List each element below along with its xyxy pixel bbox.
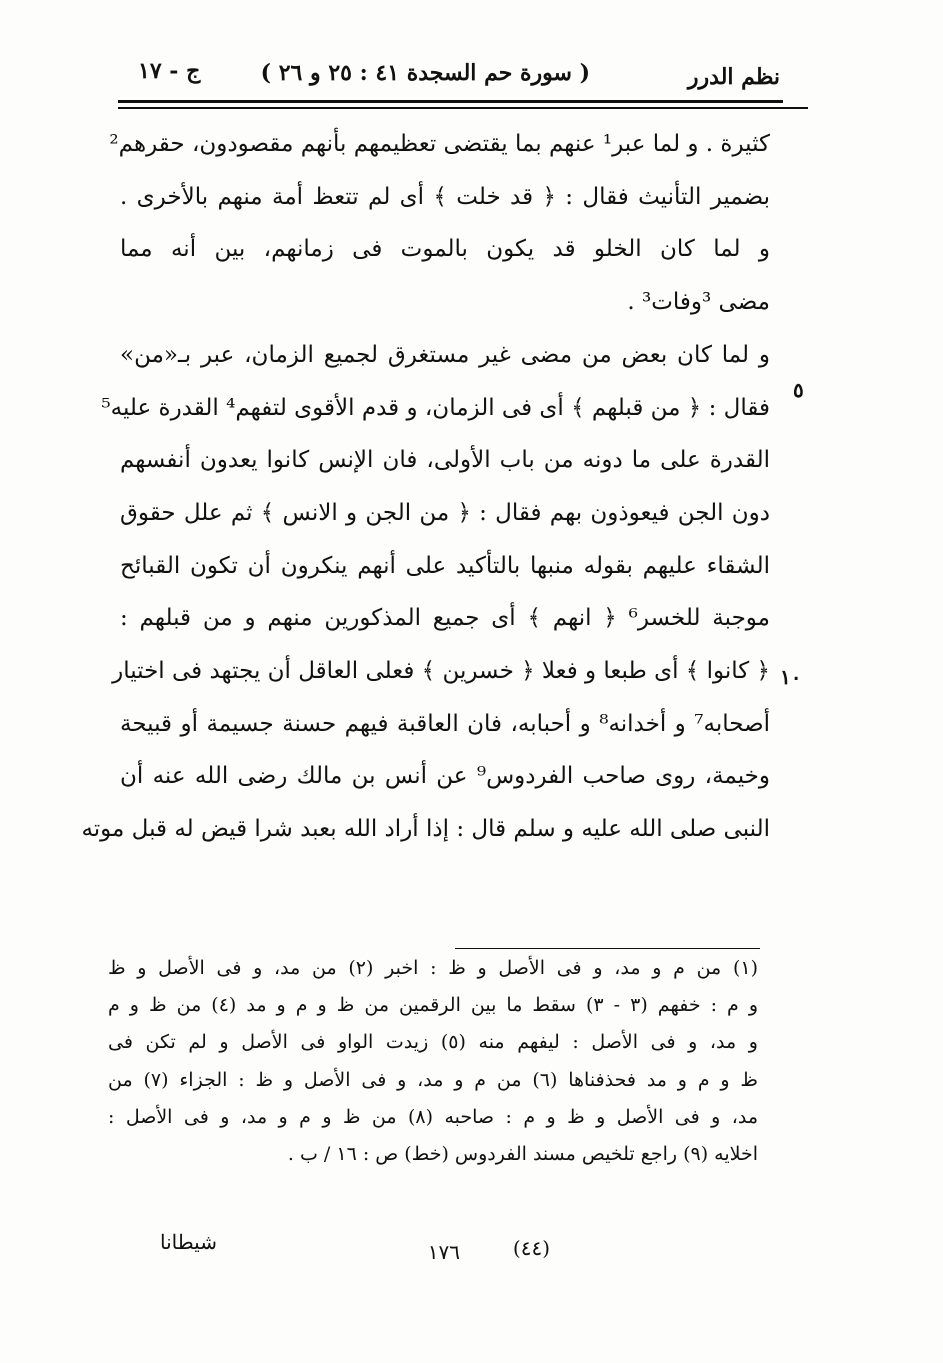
book-title: نظم الدرر xyxy=(687,64,780,90)
text-line: القدرة على ما دونه من باب الأولى، فان الإنس كانوا يعدون أنفسهم xyxy=(120,447,770,474)
page-footer xyxy=(160,1230,760,1270)
running-header xyxy=(120,56,780,96)
surah-reference: ( سورة حم السجدة ٤١ : ٢٥ و ٢٦ ) xyxy=(260,60,590,86)
header-rule-thin xyxy=(118,107,808,109)
text-line: بضمير التأنيث فقال : ﴿ قد خلت ﴾ أى لم تتعظ أمة منهم بالأخرى . xyxy=(120,183,770,210)
text-line: فقال : ﴿ من قبلهم ﴾ أى فى الزمان، و قدم الأقوى لتفهم⁴ القدرة عليه⁵ xyxy=(101,394,770,421)
text-line: الشقاء عليهم بقوله منبها بالتأكيد على أنهم ينكرون أن تكون القبائح xyxy=(120,552,770,579)
main-text xyxy=(81,118,770,856)
catchword: شيطانا xyxy=(160,1230,217,1254)
text-line: دون الجن فيعوذون بهم فقال : ﴿ من الجن و الانس ﴾ ثم علل حقوق xyxy=(120,499,770,526)
volume-label: ج - ١٧ xyxy=(138,58,201,84)
text-line: كثيرة . و لما عبر¹ عنهم بما يقتضى تعظيمهم بأنهم مقصودون، حقرهم² xyxy=(109,131,770,157)
line-number-10: ١٠ xyxy=(780,665,802,689)
footnote-line: (١) من م و مد، و فى الأصل و ظ : اخبر (٢) من مد، و فى الأصل و ظ xyxy=(108,957,758,979)
footnote-rule xyxy=(455,948,760,949)
signature-mark: (٤٤) xyxy=(512,1236,550,1260)
footnotes xyxy=(108,950,758,1173)
text-line: و لما كان الخلو قد يكون بالموت فى زمانهم، بين أنه مما xyxy=(120,236,770,263)
text-line: مضى ³وفات³ . xyxy=(627,289,770,316)
text-line: أصحابه⁷ و أخدانه⁸ و أحبابه، فان العاقبة فيهم حسنة جسيمة أو قبيحة xyxy=(120,710,770,737)
text-line: و لما كان بعض من مضى غير مستغرق لجميع الزمان، عبر بـ«من» xyxy=(120,341,770,368)
text-line: موجبة للخسر⁶ ﴿ انهم ﴾ أى جميع المذكورين منهم و من قبلهم : xyxy=(120,605,770,632)
footnote-line: ظ و م و مد فحذفناها (٦) من م و مد، و فى الأصل و ظ : الجزاء (٧) من xyxy=(108,1068,759,1091)
footnote-line: مد، و فى الأصل و ظ و م : صاحبه (٨) من ظ و م و مد، و فى الأصل : xyxy=(108,1105,758,1128)
header-rule-thick xyxy=(118,100,783,103)
footnote-line: و م : خفهم (٣ - ٣) سقط ما بين الرقمين من ظ و م و مد (٤) من ظ و م xyxy=(108,994,759,1017)
text-line: النبى صلى الله عليه و سلم قال : إذا أراد الله بعبد شرا قيض له قبل موته xyxy=(81,816,770,843)
text-line: ﴿ كانوا ﴾ أى طبعا و فعلا ﴿ خسرين ﴾ فعلى العاقل أن يجتهد فى اختيار xyxy=(112,658,770,685)
text-line: وخيمة، روى صاحب الفردوس⁹ عن أنس بن مالك رضى الله عنه أن xyxy=(120,763,770,790)
line-number-5: ٥ xyxy=(793,378,804,402)
page-number: ١٧٦ xyxy=(427,1240,460,1264)
footnote-line: اخلايه (٩) راجع تلخيص مسند الفردوس (خط) ص : ١٦ / ب . xyxy=(287,1143,758,1166)
footnote-line: و مد، و فى الأصل : ليفهم منه (٥) زيدت الواو فى الأصل و لم تكن فى xyxy=(108,1031,758,1054)
